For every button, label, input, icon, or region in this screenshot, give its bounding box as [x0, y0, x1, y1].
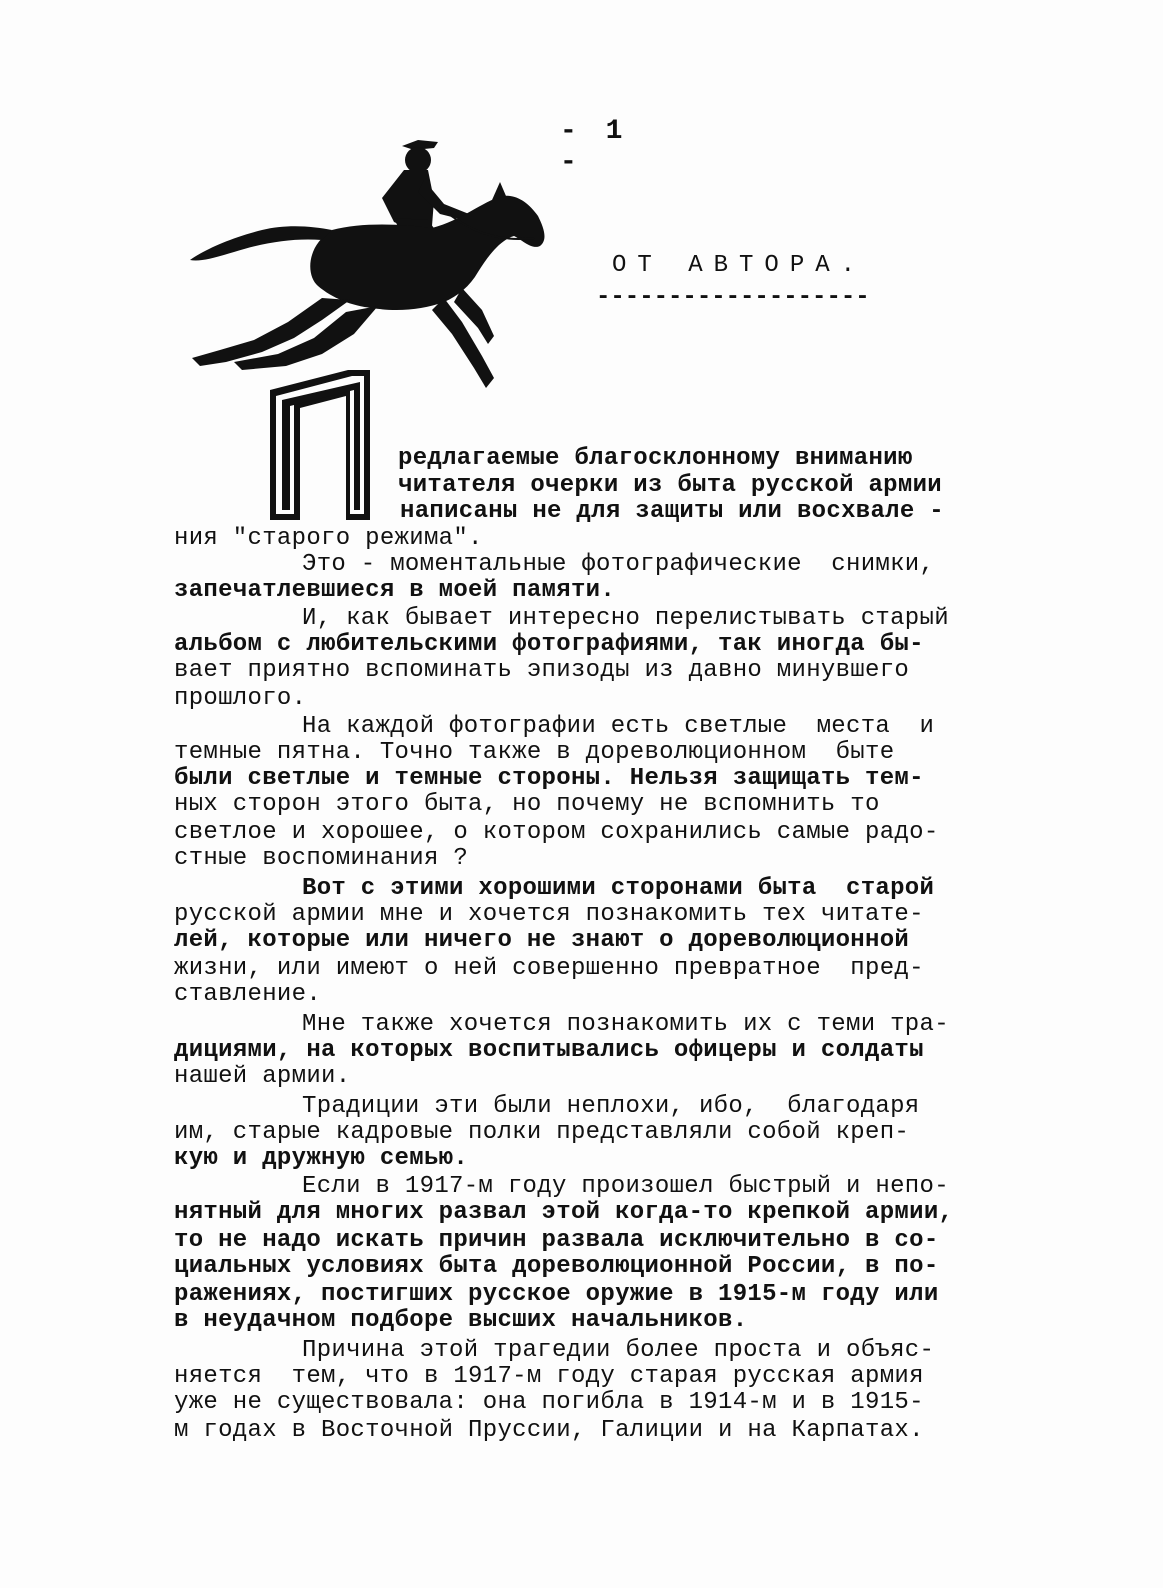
drop-cap-p	[262, 370, 394, 520]
text-line: стные воспоминания ?	[174, 845, 469, 872]
text-line: Вот с этими хорошими сторонами быта старой	[302, 875, 935, 902]
text-line: нашей армии.	[174, 1063, 351, 1090]
text-line: Мне также хочется познакомить их с теми тра-	[302, 1011, 949, 1038]
text-line: написаны не для защиты или восхвале -	[400, 498, 944, 525]
text-line: Причина этой трагедии более проста и объяс-	[302, 1337, 935, 1364]
text-line: жизни, или имеют о ней совершенно превратное пред-	[174, 955, 924, 982]
text-line: И, как бывает интересно перелистывать старый	[302, 605, 949, 632]
text-line: кую и дружную семью.	[174, 1145, 469, 1172]
text-line: ставление.	[174, 981, 322, 1008]
text-line: уже не существовала: она погибла в 1914-м и в 1915-	[174, 1389, 924, 1416]
heading-rule: -------------------	[596, 284, 870, 311]
text-line: им, старые кадровые полки представляли собой креп-	[174, 1119, 910, 1146]
text-line: ния "старого режима".	[174, 525, 483, 552]
text-line: то не надо искать причин развала исключительно в со-	[174, 1227, 939, 1254]
text-line: няется тем, что в 1917-м году старая русская армия	[174, 1363, 924, 1390]
text-line: На каждой фотографии есть светлые места и	[302, 713, 935, 740]
page-number: - 1 -	[560, 116, 629, 178]
text-line: Если в 1917-м году произошел быстрый и непо-	[302, 1173, 949, 1200]
text-line: вает приятно вспоминать эпизоды из давно минувшего	[174, 657, 910, 684]
text-line: м годах в Восточной Пруссии, Галиции и на Карпатах.	[174, 1417, 924, 1444]
text-line: светлое и хорошее, о котором сохранились самые радо-	[174, 819, 939, 846]
drop-cap-letter	[380, 436, 394, 463]
text-line: в неудачном подборе высших начальников.	[174, 1307, 748, 1334]
text-line: циальных условиях быта дореволюционной России, в по-	[174, 1253, 939, 1280]
text-line: нятный для многих развал этой когда-то крепкой армии,	[174, 1199, 954, 1226]
text-line: русской армии мне и хочется познакомить тех читате-	[174, 901, 924, 928]
text-line: редлагаемые благосклонному вниманию	[398, 445, 913, 472]
section-heading: ОТ АВТОРА.	[612, 252, 867, 279]
text-line: темные пятна. Точно также в дореволюционном быте	[174, 739, 895, 766]
text-line: были светлые и темные стороны. Нельзя защищать тем-	[174, 765, 924, 792]
horse-and-rider-icon	[182, 130, 554, 392]
text-line: альбом с любительскими фотографиями, так иногда бы-	[174, 631, 924, 658]
text-line: лей, которые или ничего не знают о дореволюционной	[174, 927, 910, 954]
text-line: Традиции эти были неплохи, ибо, благодаря	[302, 1093, 920, 1120]
text-line: дициями, на которых воспитывались офицеры и солдаты	[174, 1037, 924, 1064]
text-line: Это - моментальные фотографические снимки,	[302, 551, 935, 578]
text-line: читателя очерки из быта русской армии	[398, 472, 942, 499]
text-line: запечатлевшиеся в моей памяти.	[174, 577, 616, 604]
text-line: ных сторон этого быта, но почему не вспомнить то	[174, 791, 880, 818]
text-line: прошлого.	[174, 685, 307, 712]
text-line: ражениях, постигших русское оружие в 1915-м году или	[174, 1281, 939, 1308]
